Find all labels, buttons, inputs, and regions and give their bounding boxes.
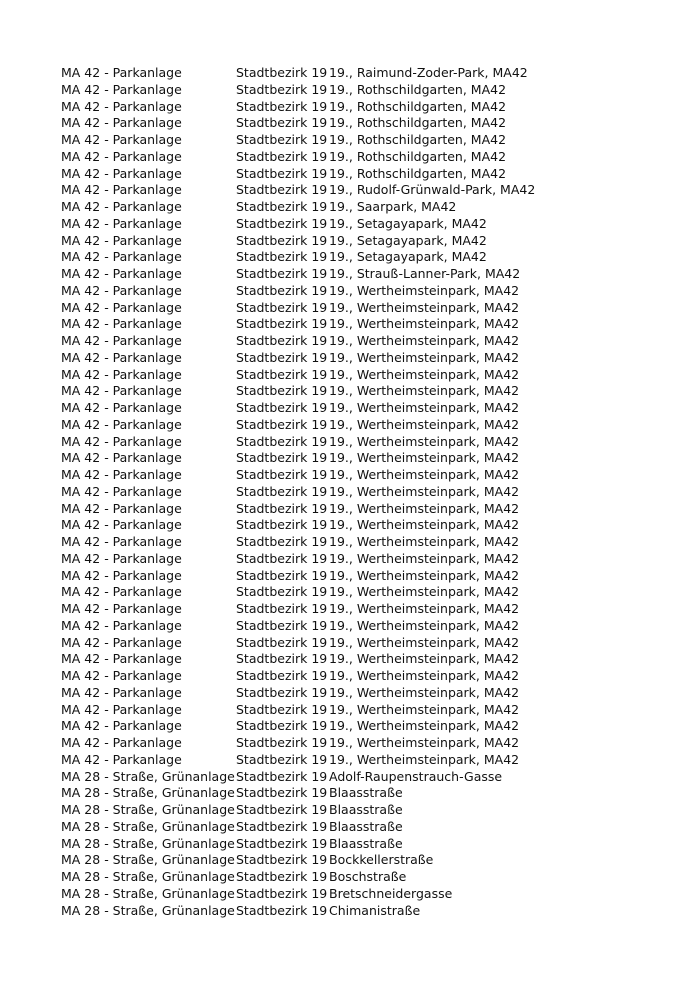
location-cell: 19., Rothschildgarten, MA42 bbox=[329, 132, 507, 147]
department-cell: MA 42 - Parkanlage bbox=[61, 266, 182, 281]
table-row bbox=[61, 149, 661, 166]
department-cell: MA 28 - Straße, Grünanlage bbox=[61, 869, 235, 884]
department-cell: MA 42 - Parkanlage bbox=[61, 81, 182, 97]
table-row bbox=[61, 802, 661, 819]
table-row bbox=[61, 819, 661, 836]
table-row bbox=[61, 450, 661, 467]
table-row bbox=[61, 517, 661, 534]
district-cell: Stadtbezirk 19 bbox=[236, 534, 328, 549]
department-cell: MA 42 - Parkanlage bbox=[61, 65, 182, 80]
table-row bbox=[61, 886, 661, 903]
location-cell: 19., Raimund-Zoder-Park, MA42 bbox=[329, 65, 528, 80]
table-row bbox=[61, 618, 661, 635]
department-cell: MA 42 - Parkanlage bbox=[61, 249, 182, 265]
department-cell: MA 42 - Parkanlage bbox=[61, 400, 182, 415]
location-cell: 19., Wertheimsteinpark, MA42 bbox=[329, 517, 520, 533]
department-cell: MA 42 - Parkanlage bbox=[61, 534, 182, 549]
district-cell: Stadtbezirk 19 bbox=[236, 483, 328, 499]
district-cell: Stadtbezirk 19 bbox=[236, 517, 328, 533]
location-cell: 19., Wertheimsteinpark, MA42 bbox=[329, 333, 520, 348]
district-cell: Stadtbezirk 19 bbox=[236, 684, 328, 700]
district-cell: Stadtbezirk 19 bbox=[236, 266, 328, 281]
department-cell: MA 42 - Parkanlage bbox=[61, 199, 182, 214]
department-cell: MA 28 - Straße, Grünanlage bbox=[61, 885, 235, 901]
department-cell: MA 42 - Parkanlage bbox=[61, 517, 182, 533]
table-row bbox=[61, 769, 661, 786]
location-cell: Blaasstraße bbox=[329, 785, 403, 801]
table-row bbox=[61, 417, 661, 434]
district-cell: Stadtbezirk 19 bbox=[236, 416, 328, 432]
location-cell: 19., Wertheimsteinpark, MA42 bbox=[329, 383, 520, 399]
district-cell: Stadtbezirk 19 bbox=[236, 81, 328, 97]
department-cell: MA 42 - Parkanlage bbox=[61, 467, 182, 482]
location-cell: 19., Wertheimsteinpark, MA42 bbox=[329, 450, 520, 466]
department-cell: MA 42 - Parkanlage bbox=[61, 232, 182, 248]
location-cell: Boschstraße bbox=[329, 869, 407, 884]
location-cell: Adolf-Raupenstrauch-Gasse bbox=[329, 768, 503, 784]
table-row bbox=[61, 82, 661, 99]
district-cell: Stadtbezirk 19 bbox=[236, 98, 328, 114]
location-cell: 19., Wertheimsteinpark, MA42 bbox=[329, 634, 520, 650]
table-row bbox=[61, 316, 661, 333]
district-cell: Stadtbezirk 19 bbox=[236, 785, 328, 801]
district-cell: Stadtbezirk 19 bbox=[236, 349, 328, 365]
location-cell: 19., Strauß-Lanner-Park, MA42 bbox=[329, 266, 521, 281]
table-row bbox=[61, 249, 661, 266]
location-cell: Bretschneidergasse bbox=[329, 885, 453, 901]
table-row bbox=[61, 869, 661, 886]
table-row bbox=[61, 166, 661, 183]
location-cell: Blaasstraße bbox=[329, 818, 403, 834]
table-row bbox=[61, 584, 661, 601]
table-row bbox=[61, 852, 661, 869]
department-cell: MA 42 - Parkanlage bbox=[61, 684, 182, 700]
department-cell: MA 42 - Parkanlage bbox=[61, 584, 182, 600]
table-row bbox=[61, 383, 661, 400]
district-cell: Stadtbezirk 19 bbox=[236, 299, 328, 315]
district-cell: Stadtbezirk 19 bbox=[236, 601, 328, 616]
location-cell: 19., Wertheimsteinpark, MA42 bbox=[329, 584, 520, 600]
district-cell: Stadtbezirk 19 bbox=[236, 450, 328, 466]
table-row bbox=[61, 333, 661, 350]
location-cell: 19., Saarpark, MA42 bbox=[329, 199, 457, 214]
district-cell: Stadtbezirk 19 bbox=[236, 333, 328, 348]
location-cell: 19., Wertheimsteinpark, MA42 bbox=[329, 500, 520, 516]
district-cell: Stadtbezirk 19 bbox=[236, 852, 328, 868]
district-cell: Stadtbezirk 19 bbox=[236, 802, 328, 817]
department-cell: MA 42 - Parkanlage bbox=[61, 433, 182, 449]
location-cell: 19., Setagayapark, MA42 bbox=[329, 215, 487, 231]
district-cell: Stadtbezirk 19 bbox=[236, 768, 328, 784]
department-cell: MA 42 - Parkanlage bbox=[61, 416, 182, 432]
district-cell: Stadtbezirk 19 bbox=[236, 751, 328, 767]
district-cell: Stadtbezirk 19 bbox=[236, 316, 328, 332]
location-cell: 19., Wertheimsteinpark, MA42 bbox=[329, 684, 520, 700]
district-cell: Stadtbezirk 19 bbox=[236, 182, 328, 198]
department-cell: MA 42 - Parkanlage bbox=[61, 132, 182, 147]
location-cell: 19., Wertheimsteinpark, MA42 bbox=[329, 735, 520, 750]
location-cell: 19., Wertheimsteinpark, MA42 bbox=[329, 433, 520, 449]
department-cell: MA 42 - Parkanlage bbox=[61, 148, 182, 164]
district-cell: Stadtbezirk 19 bbox=[236, 634, 328, 650]
department-cell: MA 28 - Straße, Grünanlage bbox=[61, 835, 235, 851]
location-cell: 19., Wertheimsteinpark, MA42 bbox=[329, 617, 520, 633]
department-cell: MA 28 - Straße, Grünanlage bbox=[61, 785, 235, 801]
department-cell: MA 42 - Parkanlage bbox=[61, 567, 182, 583]
district-cell: Stadtbezirk 19 bbox=[236, 651, 328, 667]
department-cell: MA 42 - Parkanlage bbox=[61, 282, 182, 298]
table-row bbox=[61, 785, 661, 802]
department-cell: MA 42 - Parkanlage bbox=[61, 383, 182, 399]
department-cell: MA 42 - Parkanlage bbox=[61, 165, 182, 181]
location-cell: 19., Wertheimsteinpark, MA42 bbox=[329, 701, 520, 717]
table-row bbox=[61, 668, 661, 685]
district-cell: Stadtbezirk 19 bbox=[236, 550, 328, 566]
district-cell: Stadtbezirk 19 bbox=[236, 215, 328, 231]
department-cell: MA 42 - Parkanlage bbox=[61, 601, 182, 616]
table-row bbox=[61, 568, 661, 585]
district-cell: Stadtbezirk 19 bbox=[236, 500, 328, 516]
department-cell: MA 28 - Straße, Grünanlage bbox=[61, 902, 235, 918]
location-cell: 19., Wertheimsteinpark, MA42 bbox=[329, 534, 520, 549]
district-cell: Stadtbezirk 19 bbox=[236, 735, 328, 750]
district-cell: Stadtbezirk 19 bbox=[236, 885, 328, 901]
location-cell: 19., Wertheimsteinpark, MA42 bbox=[329, 349, 520, 365]
department-cell: MA 42 - Parkanlage bbox=[61, 751, 182, 767]
district-cell: Stadtbezirk 19 bbox=[236, 869, 328, 884]
location-cell: Blaasstraße bbox=[329, 835, 403, 851]
department-cell: MA 42 - Parkanlage bbox=[61, 617, 182, 633]
location-cell: 19., Wertheimsteinpark, MA42 bbox=[329, 467, 520, 482]
department-cell: MA 42 - Parkanlage bbox=[61, 316, 182, 332]
table-row bbox=[61, 752, 661, 769]
district-cell: Stadtbezirk 19 bbox=[236, 366, 328, 382]
district-cell: Stadtbezirk 19 bbox=[236, 584, 328, 600]
location-cell: 19., Wertheimsteinpark, MA42 bbox=[329, 718, 520, 734]
department-cell: MA 42 - Parkanlage bbox=[61, 668, 182, 683]
location-cell: Chimanistraße bbox=[329, 902, 421, 918]
location-cell: 19., Wertheimsteinpark, MA42 bbox=[329, 400, 520, 415]
location-cell: 19., Rothschildgarten, MA42 bbox=[329, 115, 507, 131]
table-row bbox=[61, 266, 661, 283]
table-row bbox=[61, 467, 661, 484]
district-cell: Stadtbezirk 19 bbox=[236, 433, 328, 449]
district-cell: Stadtbezirk 19 bbox=[236, 282, 328, 298]
data-table bbox=[61, 65, 661, 919]
table-row bbox=[61, 283, 661, 300]
district-cell: Stadtbezirk 19 bbox=[236, 199, 328, 214]
department-cell: MA 42 - Parkanlage bbox=[61, 550, 182, 566]
location-cell: 19., Wertheimsteinpark, MA42 bbox=[329, 282, 520, 298]
location-cell: 19., Setagayapark, MA42 bbox=[329, 249, 487, 265]
district-cell: Stadtbezirk 19 bbox=[236, 115, 328, 131]
district-cell: Stadtbezirk 19 bbox=[236, 567, 328, 583]
location-cell: 19., Wertheimsteinpark, MA42 bbox=[329, 668, 520, 683]
district-cell: Stadtbezirk 19 bbox=[236, 818, 328, 834]
table-row bbox=[61, 635, 661, 652]
district-cell: Stadtbezirk 19 bbox=[236, 835, 328, 851]
location-cell: 19., Rothschildgarten, MA42 bbox=[329, 98, 507, 114]
location-cell: Blaasstraße bbox=[329, 802, 403, 817]
table-row bbox=[61, 651, 661, 668]
department-cell: MA 42 - Parkanlage bbox=[61, 718, 182, 734]
table-row bbox=[61, 182, 661, 199]
table-row bbox=[61, 501, 661, 518]
table-row bbox=[61, 903, 661, 920]
district-cell: Stadtbezirk 19 bbox=[236, 718, 328, 734]
location-cell: Bockkellerstraße bbox=[329, 852, 434, 868]
table-row bbox=[61, 350, 661, 367]
district-cell: Stadtbezirk 19 bbox=[236, 165, 328, 181]
table-row bbox=[61, 216, 661, 233]
table-row bbox=[61, 836, 661, 853]
location-cell: 19., Wertheimsteinpark, MA42 bbox=[329, 751, 520, 767]
table-row bbox=[61, 534, 661, 551]
department-cell: MA 42 - Parkanlage bbox=[61, 299, 182, 315]
location-cell: 19., Wertheimsteinpark, MA42 bbox=[329, 299, 520, 315]
location-cell: 19., Wertheimsteinpark, MA42 bbox=[329, 416, 520, 432]
department-cell: MA 28 - Straße, Grünanlage bbox=[61, 768, 235, 784]
location-cell: 19., Wertheimsteinpark, MA42 bbox=[329, 483, 520, 499]
table-row bbox=[61, 199, 661, 216]
department-cell: MA 42 - Parkanlage bbox=[61, 333, 182, 348]
district-cell: Stadtbezirk 19 bbox=[236, 668, 328, 683]
department-cell: MA 42 - Parkanlage bbox=[61, 634, 182, 650]
department-cell: MA 42 - Parkanlage bbox=[61, 483, 182, 499]
table-row bbox=[61, 115, 661, 132]
department-cell: MA 28 - Straße, Grünanlage bbox=[61, 852, 235, 868]
location-cell: 19., Wertheimsteinpark, MA42 bbox=[329, 651, 520, 667]
table-row bbox=[61, 400, 661, 417]
table-row bbox=[61, 367, 661, 384]
district-cell: Stadtbezirk 19 bbox=[236, 467, 328, 482]
department-cell: MA 42 - Parkanlage bbox=[61, 651, 182, 667]
department-cell: MA 42 - Parkanlage bbox=[61, 215, 182, 231]
table-row bbox=[61, 601, 661, 618]
table-row bbox=[61, 434, 661, 451]
location-cell: 19., Rothschildgarten, MA42 bbox=[329, 148, 507, 164]
table-row bbox=[61, 718, 661, 735]
location-cell: 19., Wertheimsteinpark, MA42 bbox=[329, 567, 520, 583]
table-row bbox=[61, 735, 661, 752]
table-row bbox=[61, 551, 661, 568]
district-cell: Stadtbezirk 19 bbox=[236, 148, 328, 164]
district-cell: Stadtbezirk 19 bbox=[236, 65, 328, 80]
location-cell: 19., Wertheimsteinpark, MA42 bbox=[329, 601, 520, 616]
district-cell: Stadtbezirk 19 bbox=[236, 400, 328, 415]
location-cell: 19., Rothschildgarten, MA42 bbox=[329, 165, 507, 181]
department-cell: MA 42 - Parkanlage bbox=[61, 115, 182, 131]
department-cell: MA 28 - Straße, Grünanlage bbox=[61, 802, 235, 817]
table-row bbox=[61, 484, 661, 501]
department-cell: MA 42 - Parkanlage bbox=[61, 701, 182, 717]
location-cell: 19., Wertheimsteinpark, MA42 bbox=[329, 550, 520, 566]
district-cell: Stadtbezirk 19 bbox=[236, 232, 328, 248]
department-cell: MA 28 - Straße, Grünanlage bbox=[61, 818, 235, 834]
department-cell: MA 42 - Parkanlage bbox=[61, 349, 182, 365]
table-row bbox=[61, 99, 661, 116]
table-row bbox=[61, 702, 661, 719]
department-cell: MA 42 - Parkanlage bbox=[61, 450, 182, 466]
district-cell: Stadtbezirk 19 bbox=[236, 701, 328, 717]
district-cell: Stadtbezirk 19 bbox=[236, 617, 328, 633]
table-row bbox=[61, 685, 661, 702]
location-cell: 19., Wertheimsteinpark, MA42 bbox=[329, 316, 520, 332]
department-cell: MA 42 - Parkanlage bbox=[61, 366, 182, 382]
department-cell: MA 42 - Parkanlage bbox=[61, 735, 182, 750]
location-cell: 19., Rudolf-Grünwald-Park, MA42 bbox=[329, 182, 536, 198]
location-cell: 19., Rothschildgarten, MA42 bbox=[329, 81, 507, 97]
department-cell: MA 42 - Parkanlage bbox=[61, 182, 182, 198]
table-row bbox=[61, 132, 661, 149]
location-cell: 19., Setagayapark, MA42 bbox=[329, 232, 487, 248]
district-cell: Stadtbezirk 19 bbox=[236, 132, 328, 147]
district-cell: Stadtbezirk 19 bbox=[236, 249, 328, 265]
table-row bbox=[61, 65, 661, 82]
district-cell: Stadtbezirk 19 bbox=[236, 383, 328, 399]
department-cell: MA 42 - Parkanlage bbox=[61, 98, 182, 114]
department-cell: MA 42 - Parkanlage bbox=[61, 500, 182, 516]
table-row bbox=[61, 300, 661, 317]
district-cell: Stadtbezirk 19 bbox=[236, 902, 328, 918]
table-row bbox=[61, 233, 661, 250]
location-cell: 19., Wertheimsteinpark, MA42 bbox=[329, 366, 520, 382]
